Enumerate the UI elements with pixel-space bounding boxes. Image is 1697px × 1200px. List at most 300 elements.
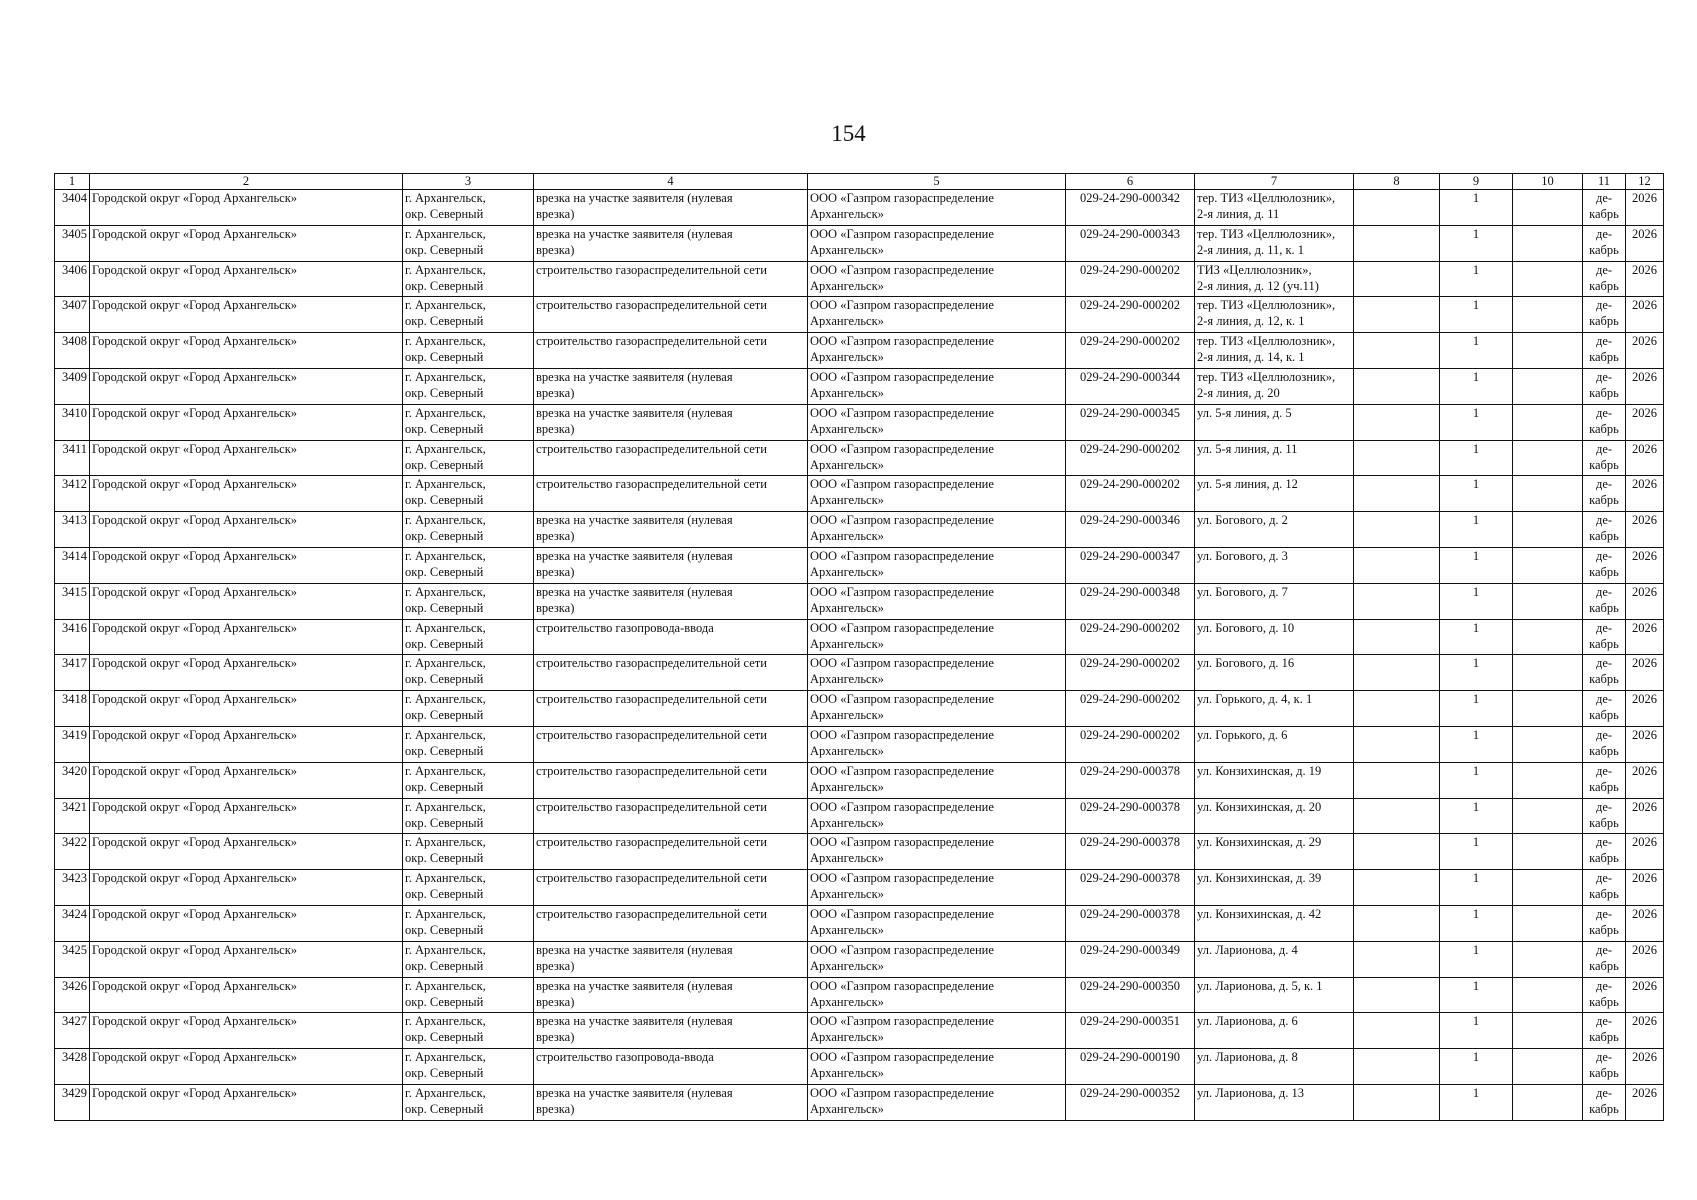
object-code-cell — [1066, 619, 1195, 655]
quantity-cell-line: 1 — [1472, 1014, 1480, 1029]
work-type-cell — [534, 190, 808, 226]
row-number-cell-line: 3406 — [62, 262, 87, 277]
organization-cell-line: ООО «Газпром газораспределение — [810, 799, 994, 814]
row-number-cell — [55, 762, 90, 798]
year-cell-line: 2026 — [1632, 1050, 1657, 1065]
address-cell-line: тер. ТИЗ «Целлюлозник», — [1197, 369, 1336, 384]
quantity-cell — [1440, 691, 1513, 727]
address-cell-line: тер. ТИЗ «Целлюлозник», — [1197, 334, 1336, 349]
row-number-cell-line: 3414 — [62, 548, 87, 563]
locality-cell-line: окр. Северный — [405, 958, 484, 973]
column-8-cell — [1354, 404, 1440, 440]
locality-cell-line: г. Архангельск, — [405, 942, 486, 957]
row-number-cell-line: 3428 — [62, 1050, 87, 1065]
district-cell — [90, 762, 403, 798]
month-cell-line: кабрь — [1589, 994, 1619, 1009]
district-cell — [90, 798, 403, 834]
locality-cell-line: окр. Северный — [405, 636, 484, 651]
month-cell-line: кабрь — [1589, 564, 1619, 579]
district-cell-line: Городской округ «Город Архангельск» — [92, 548, 298, 563]
work-type-cell-line: строительство газораспределительной сети — [536, 906, 767, 921]
column-10-cell — [1513, 762, 1583, 798]
row-number-cell — [55, 297, 90, 333]
organization-cell-line: Архангельск» — [810, 385, 884, 400]
column-8-cell — [1354, 726, 1440, 762]
row-number-cell — [55, 333, 90, 369]
locality-cell — [403, 368, 534, 404]
year-cell — [1626, 762, 1664, 798]
work-type-cell-line: строительство газораспределительной сети — [536, 692, 767, 707]
locality-cell-line: г. Архангельск, — [405, 763, 486, 778]
month-cell-line: кабрь — [1589, 779, 1619, 794]
row-number-cell — [55, 261, 90, 297]
address-cell — [1195, 476, 1354, 512]
column-8-cell — [1354, 512, 1440, 548]
year-cell — [1626, 225, 1664, 261]
quantity-cell — [1440, 1084, 1513, 1120]
locality-cell-line: г. Архангельск, — [405, 441, 486, 456]
column-8-cell — [1354, 619, 1440, 655]
work-type-cell-line: врезка на участке заявителя (нулевая — [536, 548, 733, 563]
work-type-cell-line: врезка на участке заявителя (нулевая — [536, 1014, 733, 1029]
month-cell — [1583, 440, 1626, 476]
address-cell — [1195, 905, 1354, 941]
work-type-cell-line: врезка) — [536, 529, 575, 544]
organization-cell-line: ООО «Газпром газораспределение — [810, 656, 994, 671]
district-cell-line: Городской округ «Город Архангельск» — [92, 692, 298, 707]
row-number-cell — [55, 404, 90, 440]
work-type-cell-line: врезка на участке заявителя (нулевая — [536, 978, 733, 993]
object-code-cell-line: 029-24-290-000378 — [1080, 871, 1180, 886]
quantity-cell-line: 1 — [1472, 727, 1480, 742]
object-code-cell — [1066, 368, 1195, 404]
column-10-cell — [1513, 225, 1583, 261]
address-cell — [1195, 190, 1354, 226]
year-cell-line: 2026 — [1632, 1014, 1657, 1029]
organization-cell — [808, 333, 1066, 369]
district-cell-line: Городской округ «Город Архангельск» — [92, 226, 298, 241]
work-type-cell — [534, 762, 808, 798]
organization-cell-line: ООО «Газпром газораспределение — [810, 334, 994, 349]
locality-cell-line: г. Архангельск, — [405, 906, 486, 921]
organization-cell-line: Архангельск» — [810, 242, 884, 257]
work-type-cell — [534, 547, 808, 583]
work-type-cell-line: врезка на участке заявителя (нулевая — [536, 942, 733, 957]
quantity-cell — [1440, 512, 1513, 548]
object-code-cell — [1066, 726, 1195, 762]
column-10-cell — [1513, 1084, 1583, 1120]
row-number-cell-line: 3423 — [62, 871, 87, 886]
object-code-cell — [1066, 333, 1195, 369]
row-number-cell — [55, 225, 90, 261]
column-8-cell — [1354, 798, 1440, 834]
organization-cell-line: ООО «Газпром газораспределение — [810, 871, 994, 886]
organization-cell — [808, 1013, 1066, 1049]
organization-cell — [808, 583, 1066, 619]
object-code-cell — [1066, 225, 1195, 261]
address-cell — [1195, 798, 1354, 834]
district-cell — [90, 941, 403, 977]
district-cell — [90, 333, 403, 369]
year-cell-line: 2026 — [1632, 191, 1657, 205]
table-row — [55, 368, 1664, 404]
locality-cell-line: г. Архангельск, — [405, 727, 486, 742]
organization-cell-line: ООО «Газпром газораспределение — [810, 906, 994, 921]
work-type-cell — [534, 726, 808, 762]
quantity-cell-line: 1 — [1472, 1085, 1480, 1100]
work-type-cell-line: строительство газораспределительной сети — [536, 799, 767, 814]
registry-table — [54, 173, 1664, 1121]
year-cell — [1626, 834, 1664, 870]
district-cell — [90, 476, 403, 512]
row-number-cell — [55, 1049, 90, 1085]
column-10-cell — [1513, 655, 1583, 691]
object-code-cell-line: 029-24-290-000348 — [1080, 584, 1180, 599]
district-cell-line: Городской округ «Город Архангельск» — [92, 441, 298, 456]
year-cell-line: 2026 — [1632, 513, 1657, 528]
quantity-cell-line: 1 — [1472, 513, 1480, 528]
locality-cell — [403, 547, 534, 583]
address-cell-line: ул. Горького, д. 4, к. 1 — [1197, 692, 1313, 707]
district-cell — [90, 190, 403, 226]
organization-cell — [808, 941, 1066, 977]
column-10-cell — [1513, 583, 1583, 619]
year-cell — [1626, 1084, 1664, 1120]
column-10-cell — [1513, 512, 1583, 548]
row-number-cell-line: 3429 — [62, 1085, 87, 1100]
organization-cell — [808, 870, 1066, 906]
object-code-cell-line: 029-24-290-000202 — [1080, 692, 1180, 707]
work-type-cell-line: строительство газораспределительной сети — [536, 763, 767, 778]
work-type-cell-line: строительство газораспределительной сети — [536, 441, 767, 456]
locality-cell-line: г. Архангельск, — [405, 548, 486, 563]
row-number-cell — [55, 691, 90, 727]
object-code-cell-line: 029-24-290-000202 — [1080, 441, 1180, 456]
locality-cell — [403, 905, 534, 941]
locality-cell-line: окр. Северный — [405, 600, 484, 615]
organization-cell-line: Архангельск» — [810, 207, 884, 221]
object-code-cell-line: 029-24-290-000378 — [1080, 763, 1180, 778]
address-cell — [1195, 1013, 1354, 1049]
district-cell-line: Городской округ «Город Архангельск» — [92, 334, 298, 349]
column-10-cell — [1513, 941, 1583, 977]
row-number-cell-line: 3415 — [62, 584, 87, 599]
month-cell-line: де- — [1595, 799, 1613, 814]
month-cell — [1583, 798, 1626, 834]
organization-cell — [808, 190, 1066, 226]
address-cell — [1195, 547, 1354, 583]
locality-cell-line: г. Архангельск, — [405, 477, 486, 492]
district-cell — [90, 655, 403, 691]
locality-cell — [403, 941, 534, 977]
column-8-cell — [1354, 440, 1440, 476]
locality-cell-line: окр. Северный — [405, 994, 484, 1009]
month-cell-line: кабрь — [1589, 278, 1619, 293]
row-number-cell-line: 3404 — [62, 191, 87, 205]
year-cell — [1626, 691, 1664, 727]
locality-cell-line: г. Архангельск, — [405, 334, 486, 349]
year-cell — [1626, 368, 1664, 404]
district-cell-line: Городской округ «Город Архангельск» — [92, 871, 298, 886]
work-type-cell — [534, 583, 808, 619]
year-cell — [1626, 977, 1664, 1013]
year-cell-line: 2026 — [1632, 334, 1657, 349]
district-cell — [90, 261, 403, 297]
address-cell — [1195, 726, 1354, 762]
column-header: 10 — [1513, 174, 1583, 190]
work-type-cell-line: врезка) — [536, 564, 575, 579]
year-cell-line: 2026 — [1632, 369, 1657, 384]
work-type-cell — [534, 798, 808, 834]
month-cell-line: де- — [1595, 405, 1613, 420]
year-cell — [1626, 905, 1664, 941]
organization-cell-line: Архангельск» — [810, 529, 884, 544]
work-type-cell-line: врезка) — [536, 1101, 575, 1116]
organization-cell-line: Архангельск» — [810, 1101, 884, 1116]
quantity-cell-line: 1 — [1472, 298, 1480, 313]
year-cell-line: 2026 — [1632, 906, 1657, 921]
month-cell — [1583, 547, 1626, 583]
quantity-cell — [1440, 655, 1513, 691]
quantity-cell — [1440, 726, 1513, 762]
work-type-cell — [534, 905, 808, 941]
column-header: 12 — [1626, 174, 1664, 190]
organization-cell — [808, 512, 1066, 548]
work-type-cell — [534, 404, 808, 440]
address-cell-line: 2-я линия, д. 20 — [1197, 385, 1280, 400]
organization-cell — [808, 404, 1066, 440]
organization-cell-line: ООО «Газпром газораспределение — [810, 441, 994, 456]
year-cell — [1626, 583, 1664, 619]
quantity-cell — [1440, 798, 1513, 834]
column-8-cell — [1354, 190, 1440, 226]
locality-cell-line: г. Архангельск, — [405, 191, 486, 205]
month-cell-line: де- — [1595, 978, 1613, 993]
address-cell — [1195, 655, 1354, 691]
address-cell — [1195, 225, 1354, 261]
locality-cell-line: г. Архангельск, — [405, 262, 486, 277]
address-cell-line: ул. Ларионова, д. 13 — [1197, 1085, 1304, 1100]
column-8-cell — [1354, 834, 1440, 870]
column-header: 11 — [1583, 174, 1626, 190]
table-row — [55, 655, 1664, 691]
quantity-cell — [1440, 977, 1513, 1013]
month-cell-line: кабрь — [1589, 708, 1619, 723]
quantity-cell — [1440, 333, 1513, 369]
month-cell-line: кабрь — [1589, 743, 1619, 758]
object-code-cell-line: 029-24-290-000344 — [1080, 369, 1180, 384]
organization-cell — [808, 440, 1066, 476]
work-type-cell — [534, 440, 808, 476]
object-code-cell — [1066, 870, 1195, 906]
district-cell-line: Городской округ «Город Архангельск» — [92, 584, 298, 599]
district-cell — [90, 905, 403, 941]
locality-cell — [403, 190, 534, 226]
work-type-cell-line: врезка) — [536, 421, 575, 436]
locality-cell-line: г. Архангельск, — [405, 1014, 486, 1029]
locality-cell — [403, 512, 534, 548]
row-number-cell — [55, 977, 90, 1013]
year-cell — [1626, 941, 1664, 977]
object-code-cell-line: 029-24-290-000343 — [1080, 226, 1180, 241]
locality-cell — [403, 870, 534, 906]
work-type-cell — [534, 655, 808, 691]
organization-cell — [808, 225, 1066, 261]
row-number-cell — [55, 440, 90, 476]
district-cell — [90, 512, 403, 548]
organization-cell — [808, 691, 1066, 727]
quantity-cell — [1440, 583, 1513, 619]
column-10-cell — [1513, 190, 1583, 226]
object-code-cell-line: 029-24-290-000345 — [1080, 405, 1180, 420]
address-cell-line: 2-я линия, д. 12 (уч.11) — [1197, 278, 1319, 293]
year-cell — [1626, 512, 1664, 548]
object-code-cell — [1066, 977, 1195, 1013]
district-cell-line: Городской округ «Город Архангельск» — [92, 656, 298, 671]
address-cell-line: тер. ТИЗ «Целлюлозник», — [1197, 298, 1336, 313]
object-code-cell — [1066, 297, 1195, 333]
year-cell-line: 2026 — [1632, 727, 1657, 742]
month-cell-line: де- — [1595, 298, 1613, 313]
month-cell-line: де- — [1595, 441, 1613, 456]
month-cell-line: де- — [1595, 513, 1613, 528]
row-number-cell-line: 3411 — [62, 441, 87, 456]
organization-cell — [808, 798, 1066, 834]
work-type-cell — [534, 941, 808, 977]
locality-cell — [403, 476, 534, 512]
table-row — [55, 547, 1664, 583]
column-header: 9 — [1440, 174, 1513, 190]
month-cell-line: кабрь — [1589, 672, 1619, 687]
year-cell-line: 2026 — [1632, 477, 1657, 492]
row-number-cell-line: 3412 — [62, 477, 87, 492]
organization-cell-line: Архангельск» — [810, 636, 884, 651]
month-cell-line: де- — [1595, 1014, 1613, 1029]
month-cell-line: кабрь — [1589, 887, 1619, 902]
column-8-cell — [1354, 583, 1440, 619]
object-code-cell-line: 029-24-290-000378 — [1080, 799, 1180, 814]
row-number-cell-line: 3410 — [62, 405, 87, 420]
district-cell-line: Городской округ «Город Архангельск» — [92, 1014, 298, 1029]
month-cell — [1583, 512, 1626, 548]
locality-cell-line: окр. Северный — [405, 1030, 484, 1045]
work-type-cell — [534, 619, 808, 655]
quantity-cell-line: 1 — [1472, 262, 1480, 277]
quantity-cell-line: 1 — [1472, 441, 1480, 456]
column-8-cell — [1354, 691, 1440, 727]
column-10-cell — [1513, 440, 1583, 476]
district-cell-line: Городской округ «Город Архангельск» — [92, 727, 298, 742]
work-type-cell — [534, 297, 808, 333]
table-row — [55, 225, 1664, 261]
column-10-cell — [1513, 619, 1583, 655]
district-cell-line: Городской округ «Город Архангельск» — [92, 799, 298, 814]
quantity-cell — [1440, 762, 1513, 798]
row-number-cell-line: 3424 — [62, 906, 87, 921]
locality-cell-line: г. Архангельск, — [405, 1050, 486, 1065]
district-cell — [90, 726, 403, 762]
object-code-cell-line: 029-24-290-000202 — [1080, 334, 1180, 349]
month-cell-line: кабрь — [1589, 1101, 1619, 1116]
address-cell-line: ул. Горького, д. 6 — [1197, 727, 1288, 742]
column-8-cell — [1354, 368, 1440, 404]
year-cell — [1626, 404, 1664, 440]
organization-cell — [808, 476, 1066, 512]
address-cell — [1195, 297, 1354, 333]
address-cell-line: 2-я линия, д. 12, к. 1 — [1197, 314, 1305, 329]
row-number-cell — [55, 905, 90, 941]
locality-cell — [403, 1049, 534, 1085]
district-cell — [90, 870, 403, 906]
table-row — [55, 798, 1664, 834]
organization-cell-line: Архангельск» — [810, 278, 884, 293]
locality-cell — [403, 261, 534, 297]
month-cell — [1583, 476, 1626, 512]
address-cell-line: ул. Конзихинская, д. 19 — [1197, 763, 1322, 778]
column-header: 3 — [403, 174, 534, 190]
address-cell — [1195, 404, 1354, 440]
work-type-cell — [534, 225, 808, 261]
district-cell — [90, 834, 403, 870]
object-code-cell — [1066, 798, 1195, 834]
organization-cell-line: Архангельск» — [810, 1030, 884, 1045]
year-cell — [1626, 333, 1664, 369]
locality-cell-line: окр. Северный — [405, 815, 484, 830]
month-cell-line: де- — [1595, 584, 1613, 599]
work-type-cell-line: строительство газораспределительной сети — [536, 334, 767, 349]
district-cell-line: Городской округ «Город Архангельск» — [92, 513, 298, 528]
organization-cell-line: ООО «Газпром газораспределение — [810, 727, 994, 742]
month-cell-line: де- — [1595, 191, 1613, 205]
month-cell-line: де- — [1595, 727, 1613, 742]
month-cell-line: кабрь — [1589, 385, 1619, 400]
address-cell-line: ул. Ларионова, д. 8 — [1197, 1050, 1298, 1065]
year-cell — [1626, 261, 1664, 297]
organization-cell-line: Архангельск» — [810, 457, 884, 472]
quantity-cell — [1440, 190, 1513, 226]
quantity-cell — [1440, 1049, 1513, 1085]
row-number-cell — [55, 798, 90, 834]
organization-cell-line: ООО «Газпром газораспределение — [810, 513, 994, 528]
year-cell-line: 2026 — [1632, 692, 1657, 707]
month-cell — [1583, 870, 1626, 906]
object-code-cell-line: 029-24-290-000349 — [1080, 942, 1180, 957]
locality-cell — [403, 225, 534, 261]
row-number-cell-line: 3408 — [62, 334, 87, 349]
month-cell-line: кабрь — [1589, 1066, 1619, 1081]
quantity-cell — [1440, 547, 1513, 583]
column-10-cell — [1513, 547, 1583, 583]
column-10-cell — [1513, 1049, 1583, 1085]
month-cell-line: кабрь — [1589, 207, 1619, 221]
year-cell-line: 2026 — [1632, 978, 1657, 993]
organization-cell-line: ООО «Газпром газораспределение — [810, 1050, 994, 1065]
quantity-cell — [1440, 404, 1513, 440]
work-type-cell — [534, 333, 808, 369]
work-type-cell-line: строительство газораспределительной сети — [536, 871, 767, 886]
month-cell-line: де- — [1595, 620, 1613, 635]
address-cell-line: ул. Конзихинская, д. 20 — [1197, 799, 1322, 814]
locality-cell-line: окр. Северный — [405, 421, 484, 436]
organization-cell-line: Архангельск» — [810, 314, 884, 329]
year-cell-line: 2026 — [1632, 298, 1657, 313]
locality-cell — [403, 691, 534, 727]
month-cell-line: де- — [1595, 369, 1613, 384]
year-cell-line: 2026 — [1632, 871, 1657, 886]
quantity-cell-line: 1 — [1472, 906, 1480, 921]
organization-cell-line: Архангельск» — [810, 743, 884, 758]
address-cell — [1195, 691, 1354, 727]
